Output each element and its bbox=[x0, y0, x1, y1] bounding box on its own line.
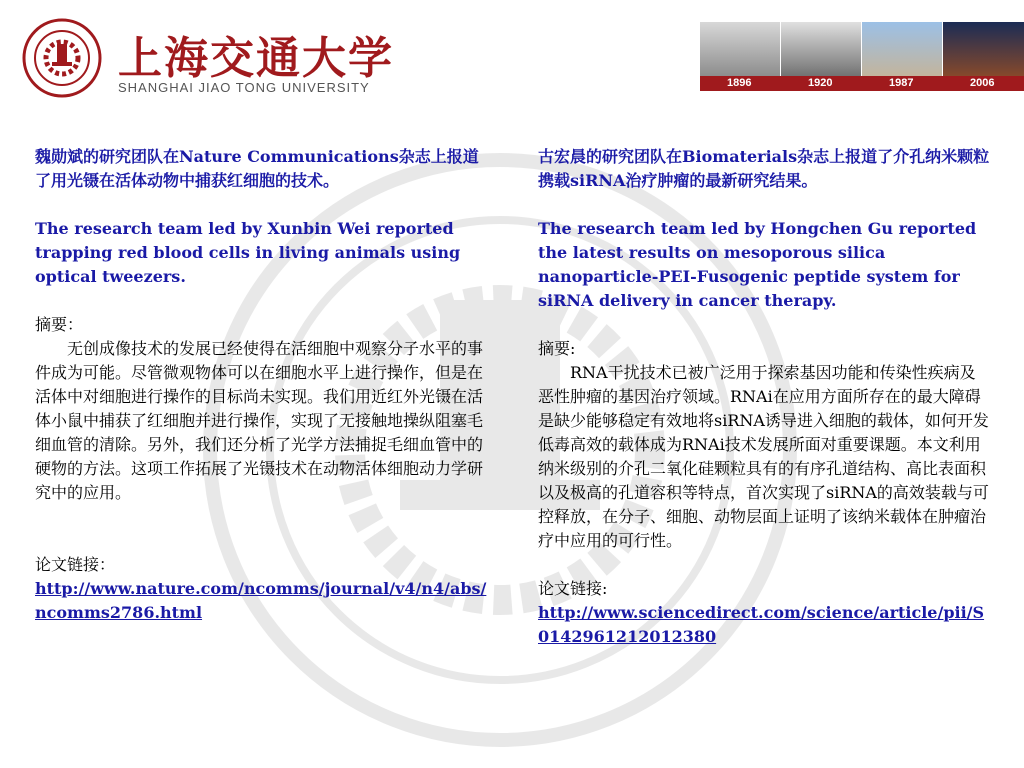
left-paper-link[interactable]: http://www.nature.com/ncomms/journal/v4/n4/abs/ncomms2786.html bbox=[35, 579, 487, 622]
year-label: 1896 bbox=[727, 77, 752, 89]
photo-1920 bbox=[781, 22, 861, 78]
year-label: 2006 bbox=[970, 77, 995, 89]
right-title-en: The research team led by Hongchen Gu reported the latest results on mesoporous silica nanoparticle-PEI-Fusogenic peptide system for siRNA delivery in cancer therapy. bbox=[538, 219, 977, 310]
page-header bbox=[0, 0, 1024, 105]
photo-1987 bbox=[862, 22, 942, 78]
right-link-label: 论文链接: bbox=[538, 579, 608, 598]
right-abstract-label: 摘要: bbox=[538, 339, 576, 358]
university-name-cn: 上海交通大学 bbox=[118, 33, 394, 84]
university-name-en: SHANGHAI JIAO TONG UNIVERSITY bbox=[118, 80, 370, 95]
year-bar bbox=[700, 76, 1024, 91]
left-title-en: The research team led by Xunbin Wei reported trapping red blood cells in living animals using optical tweezers. bbox=[35, 219, 461, 286]
left-article bbox=[35, 145, 487, 625]
university-logo-icon bbox=[22, 18, 102, 98]
photo-1896 bbox=[700, 22, 780, 78]
left-title-cn: 魏勋斌的研究团队在Nature Communications杂志上报道了用光镊在活体动物中捕获红细胞的技术。 bbox=[35, 147, 479, 190]
right-title-cn: 古宏晨的研究团队在Biomaterials杂志上报道了介孔纳米颗粒携载siRNA治疗肿瘤的最新研究结果。 bbox=[538, 147, 990, 190]
photo-2006 bbox=[943, 22, 1024, 78]
year-label: 1987 bbox=[889, 77, 914, 89]
year-label: 1920 bbox=[808, 77, 833, 89]
right-article bbox=[538, 145, 990, 649]
left-abstract-label: 摘要： bbox=[35, 315, 84, 334]
left-link-label: 论文链接： bbox=[35, 555, 116, 574]
right-abstract: RNA干扰技术已被广泛用于探索基因功能和传染性疾病及恶性肿瘤的基因治疗领域。RNAi在应用方面所存在的最大障碍是缺少能够稳定有效地将siRNA诱导进入细胞的载体，如何开发低毒高效的载体成为RNAi技术发展所面对重要课题。本文利用纳米级别的介孔二氧化硅颗粒具有的有序孔道结构、高比表面积以及极高的孔道容积等特点，首次实现了siRNA的高效装载与可控释放，在分子、细胞、动物层面上证明了该纳米载体在肿瘤治疗中应用的可行性。 bbox=[538, 363, 989, 550]
left-abstract: 无创成像技术的发展已经使得在活细胞中观察分子水平的事件成为可能。尽管微观物体可以在细胞水平上进行操作，但是在活体中对细胞进行操作的目标尚未实现。我们用近红外光镊在活体小鼠中捕获了红细胞并进行操作，实现了无接触地操纵阻塞毛细血管的清除。另外，我们还分析了光学方法捕捉毛细血管中的硬物的方法。这项工作拓展了光镊技术在动物活体细胞动力学研究中的应用。 bbox=[35, 339, 484, 502]
right-paper-link[interactable]: http://www.sciencedirect.com/science/article/pii/S0142961212012380 bbox=[538, 603, 985, 646]
